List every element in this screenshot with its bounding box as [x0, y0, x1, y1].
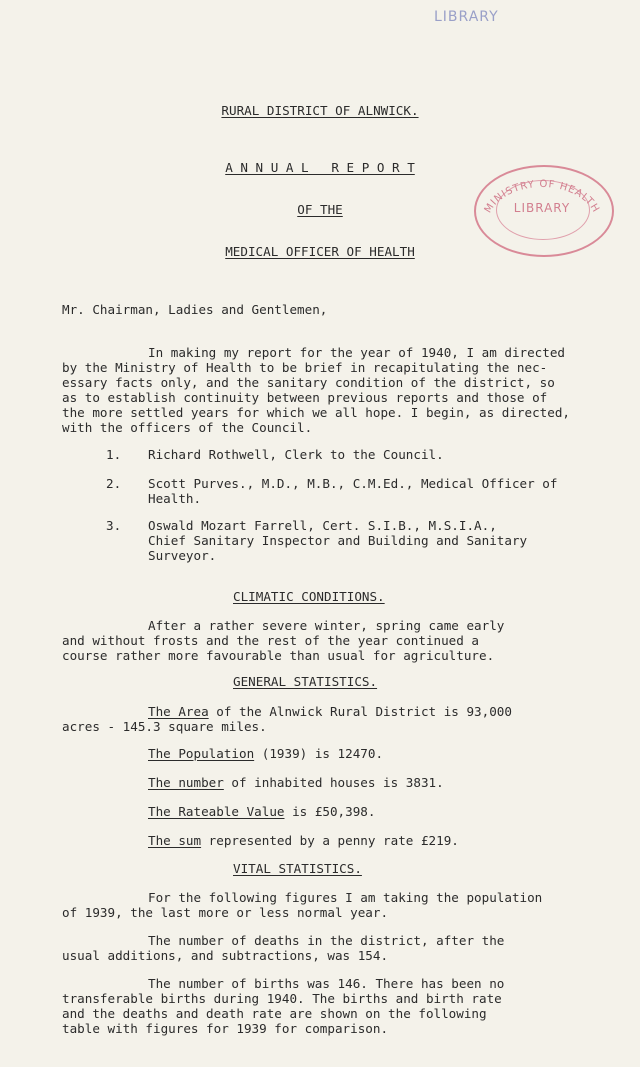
population-value: (1939) is 12470. [254, 746, 384, 761]
district-title: RURAL DISTRICT OF ALNWICK. [221, 103, 419, 118]
vital-line: The number of deaths in the district, after the [148, 933, 505, 948]
vital-line: table with figures for 1939 for comparison. [62, 1021, 389, 1036]
officer-line: Richard Rothwell, Clerk to the Council. [148, 447, 444, 462]
area-label: The Area [148, 704, 209, 719]
vital-line: For the following figures I am taking the population [148, 890, 543, 905]
officer-title: MEDICAL OFFICER OF HEALTH [225, 244, 415, 259]
intro-line: with the officers of the Council. [62, 420, 313, 435]
ministry-stamp-center: LIBRARY [513, 201, 571, 215]
officer-number: 1. [106, 447, 122, 462]
officer-line: Surveyor. [148, 548, 217, 563]
vital-heading: VITAL STATISTICS. [233, 861, 362, 876]
intro-line: the more settled years for which we all hope. I begin, as directed, [62, 405, 570, 420]
officer-number: 3. [106, 518, 122, 533]
of-the-title: OF THE [297, 202, 343, 217]
area-line [148, 704, 512, 719]
rateable-label: The Rateable Value [148, 804, 285, 819]
intro-line: by the Ministry of Health to be brief in recapitulating the nec- [62, 360, 548, 375]
officer-number: 2. [106, 476, 122, 491]
general-heading: GENERAL STATISTICS. [233, 674, 378, 689]
population-line [148, 746, 383, 761]
vital-line: transferable births during 1940. The births and birth rate [62, 991, 502, 1006]
vital-line: The number of births was 146. There has been no [148, 976, 505, 991]
houses-value: of inhabited houses is 3831. [223, 775, 444, 790]
vital-line: and the deaths and death rate are shown on the following [62, 1006, 487, 1021]
penny-rate-value: represented by a penny rate £219. [201, 833, 459, 848]
penny-rate-line [148, 833, 459, 848]
officer-line: Oswald Mozart Farrell, Cert. S.I.B., M.S.I.A., [148, 518, 497, 533]
officer-line: Scott Purves., M.D., M.B., C.M.Ed., Medical Officer of [148, 476, 558, 491]
climatic-line: After a rather severe winter, spring came early [148, 618, 505, 633]
intro-line: essary facts only, and the sanitary condition of the district, so [62, 375, 555, 390]
report-title: A N N U A L R E P O R T [225, 160, 415, 175]
climatic-heading: CLIMATIC CONDITIONS. [233, 589, 385, 604]
area-value: of the Alnwick Rural District is 93,000 [208, 704, 512, 719]
area-line-2: acres - 145.3 square miles. [62, 719, 267, 734]
climatic-line: course rather more favourable than usual for agriculture. [62, 648, 495, 663]
rateable-value: is £50,398. [284, 804, 376, 819]
rateable-line [148, 804, 375, 819]
vital-line: of 1939, the last more or less normal year. [62, 905, 389, 920]
salutation: Mr. Chairman, Ladies and Gentlemen, [62, 302, 328, 317]
intro-line: In making my report for the year of 1940, I am directed [148, 345, 566, 360]
climatic-line: and without frosts and the rest of the year continued a [62, 633, 480, 648]
stamp-arc-text: MINISTRY OF HEALTH [482, 178, 602, 216]
intro-line: as to establish continuity between previous reports and those of [62, 390, 548, 405]
houses-label: The number [148, 775, 224, 790]
vital-line: usual additions, and subtractions, was 154. [62, 948, 389, 963]
houses-line [148, 775, 444, 790]
officer-line: Health. [148, 491, 202, 506]
population-label: The Population [148, 746, 255, 761]
library-stamp-top: LIBRARY [434, 9, 499, 25]
officer-line: Chief Sanitary Inspector and Building and Sanitary [148, 533, 528, 548]
penny-rate-label: The sum [148, 833, 202, 848]
